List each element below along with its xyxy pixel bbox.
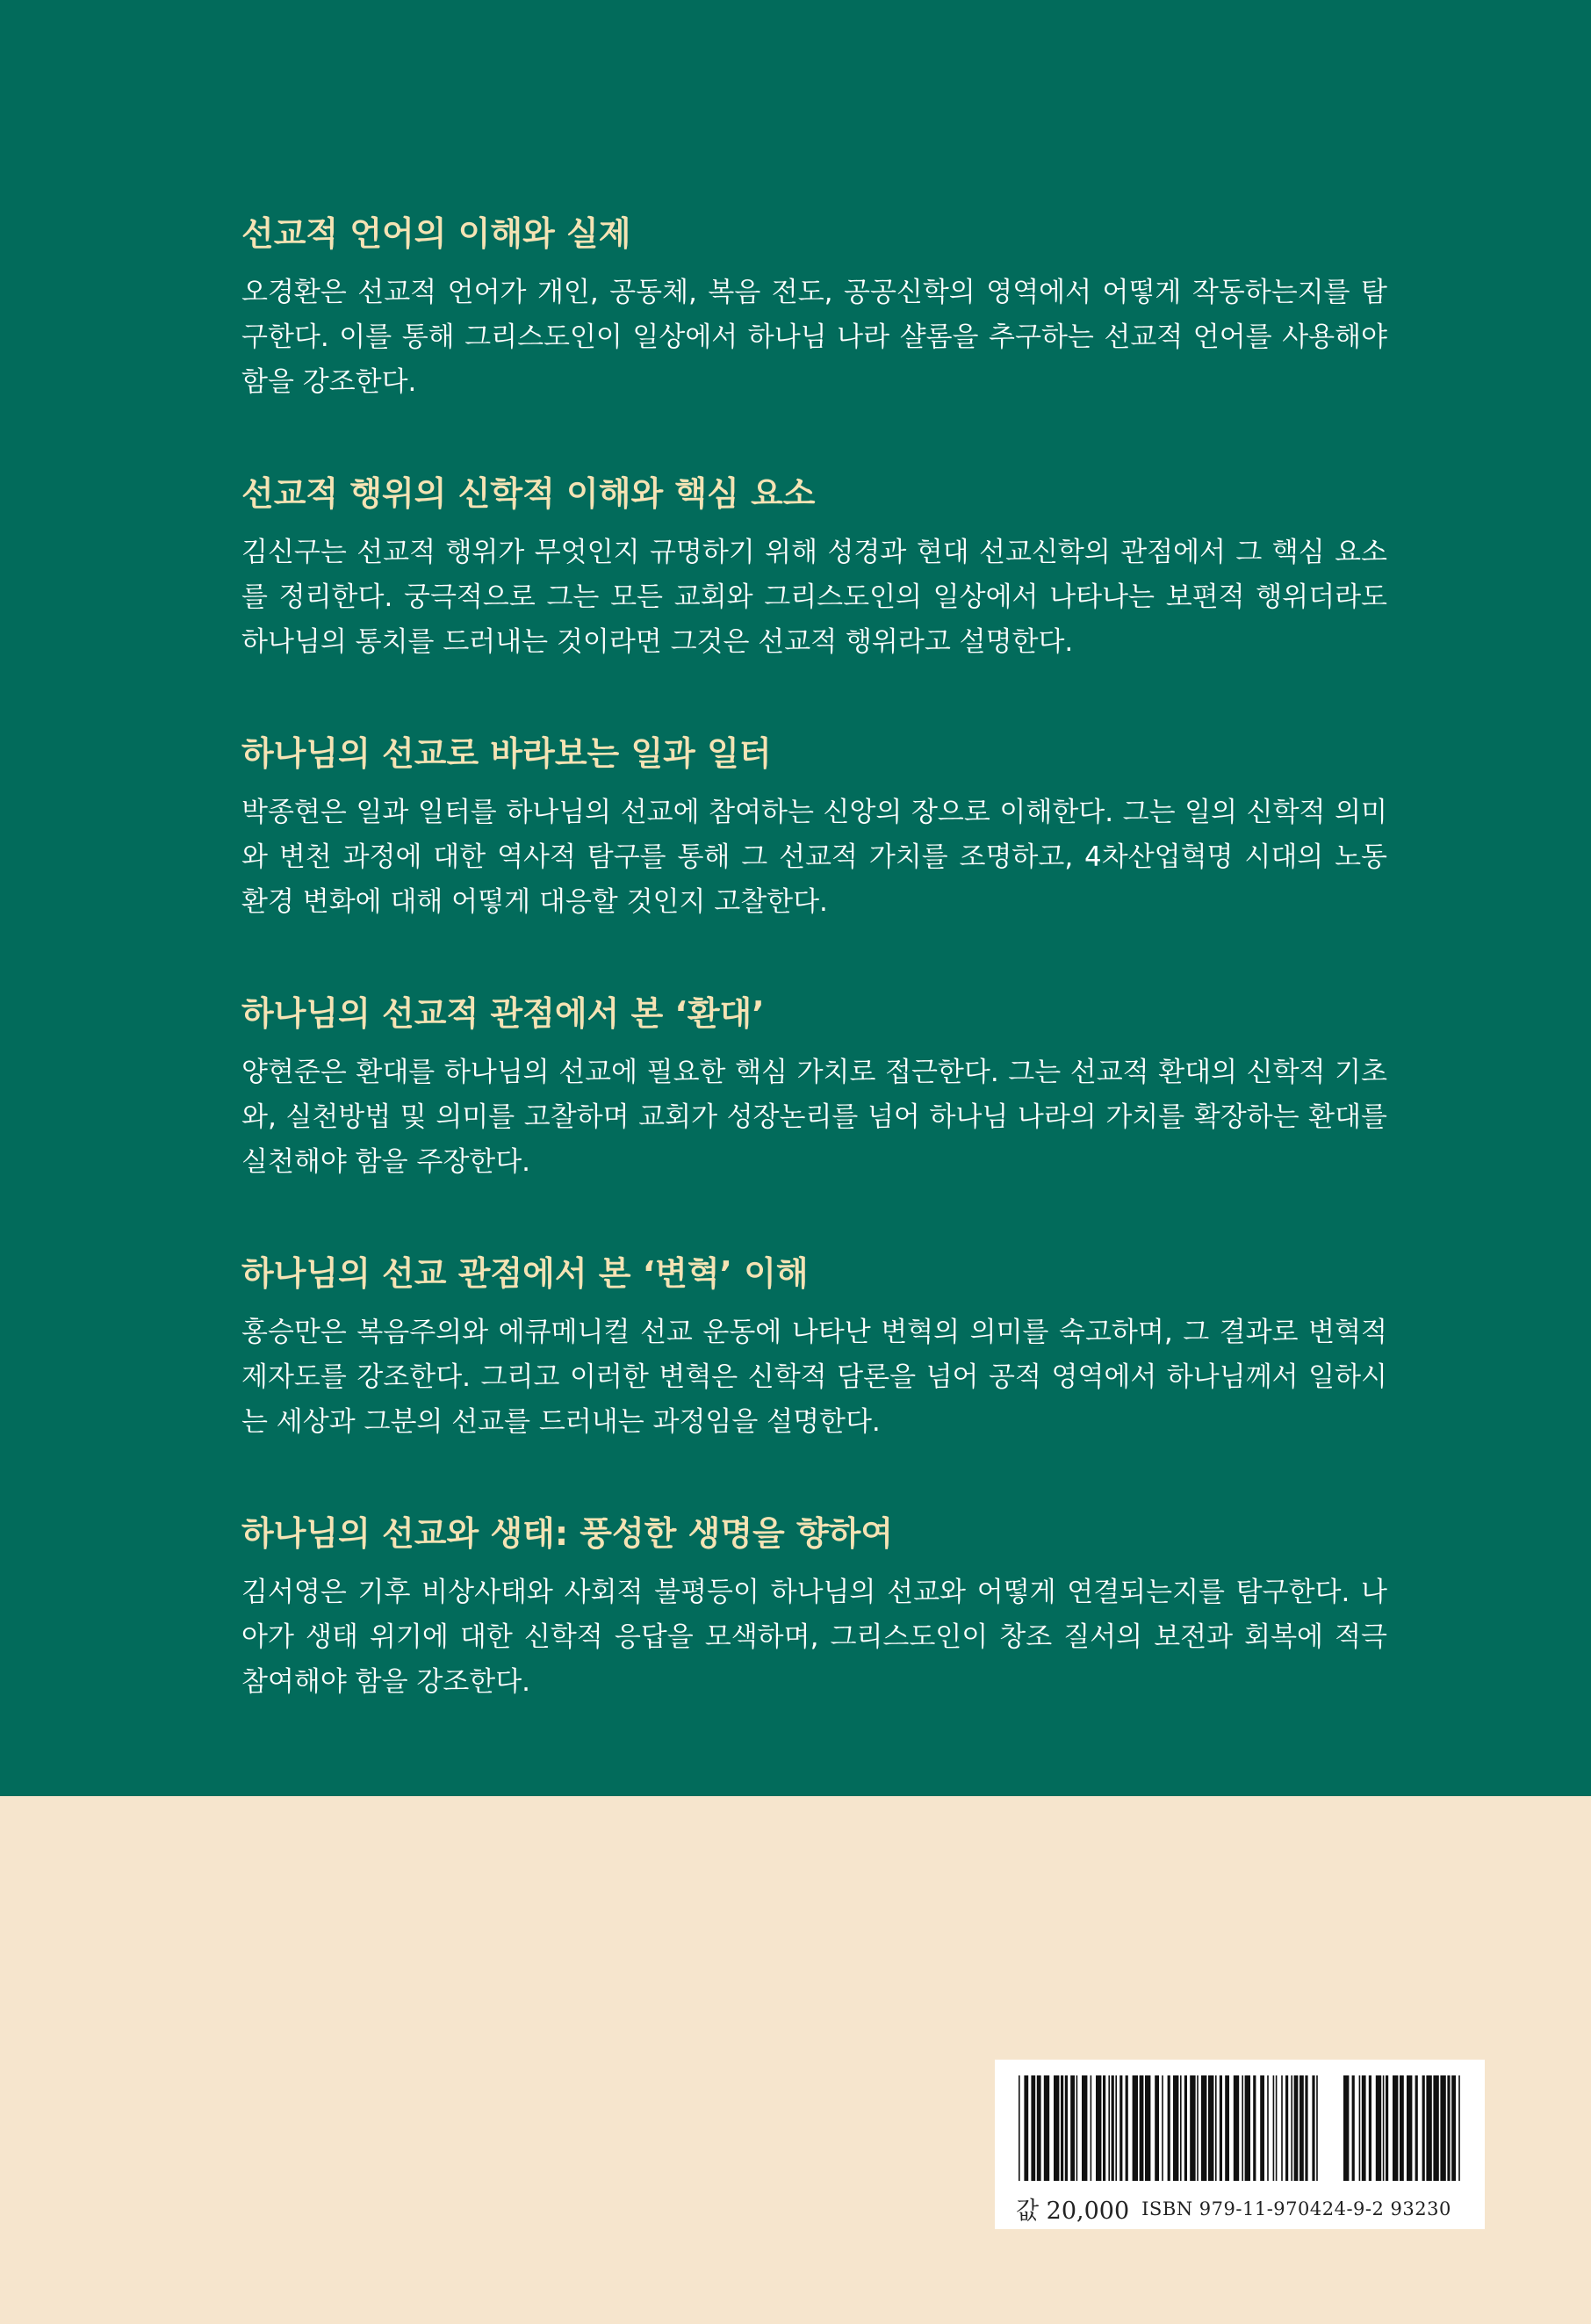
- section-title: 선교적 언어의 이해와 실제: [241, 214, 631, 253]
- barcode-bar: [1184, 2075, 1187, 2181]
- barcode-bar: [1447, 2075, 1450, 2181]
- section-title: 하나님의 선교적 관점에서 본 ‘환대’: [241, 994, 765, 1033]
- barcode-bar: [1037, 2075, 1041, 2181]
- barcode-bar: [1145, 2075, 1150, 2181]
- barcode-bar: [1019, 2075, 1020, 2181]
- barcode-bar: [1133, 2075, 1138, 2181]
- section-title: 하나님의 선교와 생태: 풍성한 생명을 향하여: [241, 1514, 894, 1553]
- barcode-bar: [1197, 2075, 1199, 2181]
- barcode-bar: [1024, 2075, 1028, 2181]
- barcode-bar: [1190, 2075, 1195, 2181]
- barcode-bar: [1180, 2075, 1182, 2181]
- section-title: 하나님의 선교로 바라보는 일과 일터: [241, 734, 772, 773]
- barcode-bar: [1155, 2075, 1159, 2181]
- price-text: 값 20,000: [1016, 2198, 1130, 2225]
- barcode-bar: [1312, 2075, 1314, 2181]
- barcode-bar: [1422, 2075, 1425, 2181]
- barcode-bar: [1291, 2075, 1292, 2181]
- barcode-bar: [1294, 2075, 1299, 2181]
- barcode-bar: [1162, 2075, 1163, 2181]
- section-work-and-workplace: [241, 727, 1387, 925]
- section-title: 하나님의 선교 관점에서 본 ‘변혁’ 이해: [241, 1254, 809, 1293]
- barcode-bar: [1451, 2075, 1456, 2181]
- barcode-caption: [1016, 2191, 1472, 2225]
- barcode-bar: [1253, 2075, 1256, 2181]
- section-body: 오경환은 선교적 언어가 개인, 공동체, 복음 전도, 공공신학의 영역에서 어떻게 작동하는지를 탐구한다. 이를 통해 그리스도인이 일상에서 하나님 나라 샬롬을 추구하는 선교적 언어를 사용해야 함을 강조한다.: [241, 277, 1387, 398]
- barcode-bar: [1359, 2075, 1361, 2181]
- barcode-bar: [1112, 2075, 1114, 2181]
- barcode-bar: [1096, 2075, 1101, 2181]
- barcode-bar: [1201, 2075, 1206, 2181]
- barcode-bar: [1242, 2075, 1243, 2181]
- barcode-bar: [1386, 2075, 1388, 2181]
- barcode-bar: [1215, 2075, 1217, 2181]
- barcode-bar: [1082, 2075, 1087, 2181]
- barcode-bar: [1126, 2075, 1128, 2181]
- barcode-bar: [1426, 2075, 1431, 2181]
- barcode-bar: [1369, 2075, 1371, 2181]
- barcode-bar: [1316, 2075, 1318, 2181]
- barcode-bar: [1168, 2075, 1170, 2181]
- barcode-bar: [1458, 2075, 1460, 2181]
- barcode-bar: [1415, 2075, 1418, 2181]
- section-ecology: [241, 1507, 1387, 1705]
- barcode-bar: [1393, 2075, 1398, 2181]
- section-body: 김서영은 기후 비상사태와 사회적 불평등이 하나님의 선교와 어떻게 연결되는지를 탐구한다. 나아가 생태 위기에 대한 신학적 응답을 모색하며, 그리스도인이 창조 질서의 보전과 회복에 적극 참여해야 함을 강조한다.: [241, 1577, 1387, 1698]
- barcode-bar: [1362, 2075, 1366, 2181]
- barcode-bar: [1225, 2075, 1229, 2181]
- barcode-bar: [1245, 2075, 1250, 2181]
- barcode-bar: [1376, 2075, 1381, 2181]
- isbn-text: ISBN 979-11-970424-9-2 93230: [1141, 2198, 1451, 2219]
- barcode-bar: [1440, 2075, 1445, 2181]
- barcode-bar: [1352, 2075, 1355, 2181]
- summary-content: [241, 207, 1387, 1705]
- barcode-bar: [1433, 2075, 1438, 2181]
- barcode-bar: [1091, 2075, 1092, 2181]
- barcode-bar: [1115, 2075, 1117, 2181]
- section-hospitality: [241, 987, 1387, 1185]
- barcode-bar: [1285, 2075, 1288, 2181]
- barcode-bar: [1383, 2075, 1385, 2181]
- barcode-bar: [1076, 2075, 1078, 2181]
- barcode-bar: [1400, 2075, 1404, 2181]
- barcode-bar: [1065, 2075, 1068, 2181]
- barcode-bar: [1276, 2075, 1278, 2181]
- barcode-bar: [1031, 2075, 1035, 2181]
- barcode-bar: [1407, 2075, 1412, 2181]
- barcode-bar: [1281, 2075, 1283, 2181]
- barcode-bar: [1208, 2075, 1213, 2181]
- section-body: 박종현은 일과 일터를 하나님의 선교에 참여하는 신앙의 장으로 이해한다. 그는 일의 신학적 의미와 변천 과정에 대한 역사적 탐구를 통해 그 선교적 가치를 조명하고, 4차산업혁명 시대의 노동 환경 변화에 대해 어떻게 대응할 것인지 고찰한다.: [241, 797, 1387, 918]
- barcode-image: [1019, 2075, 1461, 2181]
- barcode-bar: [1173, 2075, 1178, 2181]
- section-missional-language: [241, 207, 1387, 405]
- section-missional-action: [241, 467, 1387, 665]
- barcode-bar: [1343, 2075, 1349, 2181]
- barcode-bar: [1070, 2075, 1075, 2181]
- barcode-bar: [1044, 2075, 1049, 2181]
- barcode-bar: [1054, 2075, 1059, 2181]
- barcode-bar: [1234, 2075, 1239, 2181]
- section-body: 양현준은 환대를 하나님의 선교에 필요한 핵심 가치로 접근한다. 그는 선교적 환대의 신학적 기초와, 실천방법 및 의미를 고찰하며 교회가 성장논리를 넘어 하나님 나라의 가치를 확장하는 환대를 실천해야 함을 주장한다.: [241, 1057, 1387, 1178]
- barcode-bar: [1260, 2075, 1264, 2181]
- barcode-label: [995, 2060, 1485, 2229]
- barcode-bar: [1299, 2075, 1304, 2181]
- barcode-bar: [1103, 2075, 1105, 2181]
- barcode-bar: [1119, 2075, 1122, 2181]
- barcode-bar: [1273, 2075, 1275, 2181]
- barcode-bar: [1267, 2075, 1269, 2181]
- barcode-bar: [1220, 2075, 1222, 2181]
- barcode-bar: [1108, 2075, 1110, 2181]
- barcode-bar: [1140, 2075, 1144, 2181]
- barcode-bar: [1061, 2075, 1063, 2181]
- barcode-bar: [1305, 2075, 1307, 2181]
- section-title: 선교적 행위의 신학적 이해와 핵심 요소: [241, 474, 816, 513]
- section-body: 김신구는 선교적 행위가 무엇인지 규명하기 위해 성경과 현대 선교신학의 관점에서 그 핵심 요소를 정리한다. 궁극적으로 그는 모든 교회와 그리스도인의 일상에서 나타나는 보편적 행위더라도 하나님의 통치를 드러내는 것이라면 그것은 선교적 행위라고 설명한다.: [241, 537, 1387, 658]
- section-body: 홍승만은 복음주의와 에큐메니컬 선교 운동에 나타난 변혁의 의미를 숙고하며, 그 결과로 변혁적 제자도를 강조한다. 그리고 이러한 변혁은 신학적 담론을 넘어 공적 영역에서 하나님께서 일하시는 세상과 그분의 선교를 드러내는 과정임을 설명한다.: [241, 1317, 1387, 1438]
- section-transformation: [241, 1247, 1387, 1445]
